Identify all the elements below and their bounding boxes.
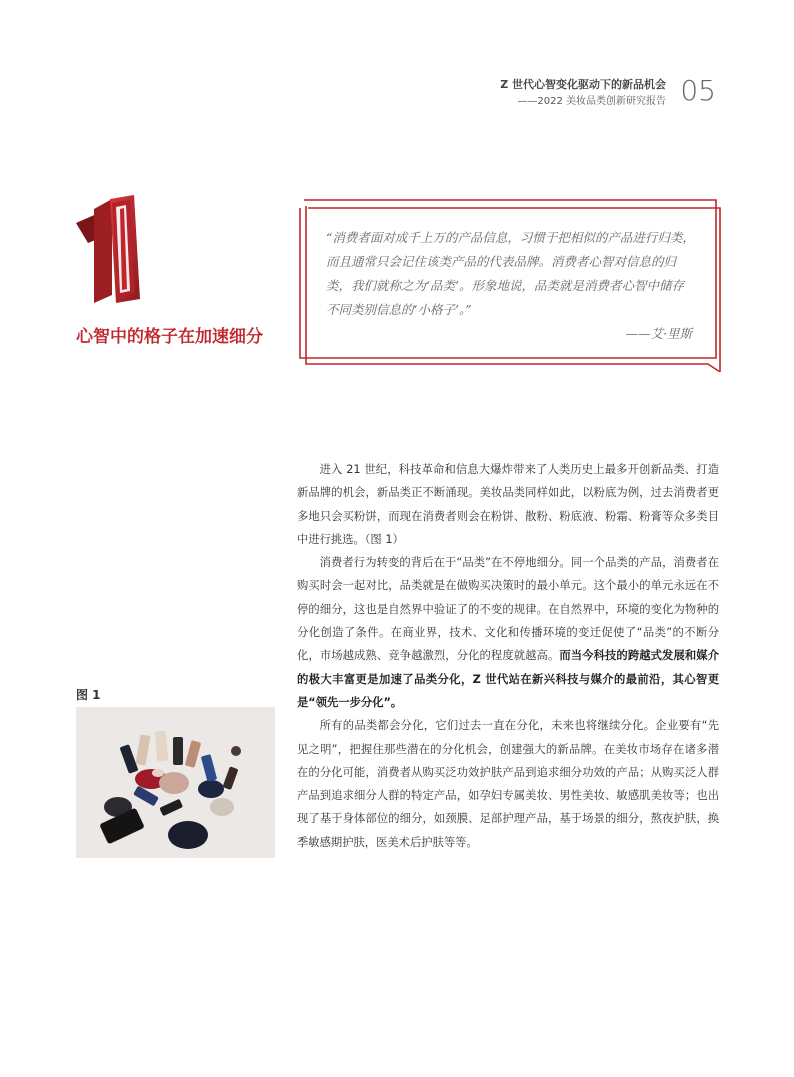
quote-author: ——艾·里斯 <box>625 326 692 341</box>
section-number-graphic <box>72 195 144 307</box>
quote-box <box>296 196 722 372</box>
paragraph-2 <box>297 551 719 714</box>
body-text <box>297 458 719 854</box>
cosmetics-photo-image <box>76 707 275 858</box>
cosmetics-photo <box>76 707 275 858</box>
report-title: Z 世代心智变化驱动下的新品机会 <box>500 78 666 91</box>
quote-text: “消费者面对成千上万的产品信息，习惯于把相似的产品进行归类，而且通常只会记住该类产品的代表品牌。消费者心智对信息的归类，我们就称之为‘品类’。形象地说，品类就是消费者心智中储存不同类别信息的‘小格子’。” <box>326 230 695 317</box>
section-title: 心智中的格子在加速细分 <box>76 327 263 347</box>
paragraph-2-text: 消费者行为转变的背后在于“品类”在不停地细分。同一个品类的产品，消费者在购买时会一起对比，品类就是在做购买决策时的最小单元。这个最小的单元永远在不停的细分，这也是自然界中验证了的不变的规律。在自然界中，环境的变化为物种的分化创造了条件。在商业界，技术、文化和传播环境的变迁促使了“品类”的不断分化，市场越成熟、竞争越激烈，分化的程度就越高。 <box>297 556 719 663</box>
paragraph-1: 进入 21 世纪，科技革命和信息大爆炸带来了人类历史上最多开创新品类、打造新品牌的机会，新品类正不断涌现。美妆品类同样如此，以粉底为例，过去消费者更多地只会买粉饼，而现在消费者则会在粉饼、散粉、粉底液、粉霜、粉膏等众多类目中进行挑选。（图 1） <box>297 463 719 546</box>
page-number: 05 <box>680 74 716 107</box>
paragraph-2-emphasis: 而当今科技的跨越式发展和媒介的极大丰富更是加速了品类分化，Z 世代站在新兴科技与媒介的最前沿，其心智更是“领先一步分化”。 <box>297 649 719 709</box>
report-subtitle: ——2022 美妆品类创新研究报告 <box>517 96 666 107</box>
page-header <box>396 76 716 108</box>
figure-label: 图 1 <box>76 688 101 702</box>
paragraph-3: 所有的品类都会分化，它们过去一直在分化，未来也将继续分化。企业要有“先见之明”，把握住那些潜在的分化机会，创建强大的新品牌。在美妆市场存在诸多潜在的分化可能，消费者从购买泛功效护肤产品到追求细分功效的产品；从购买泛人群产品到追求细分人群的特定产品，如孕妇专属美妆、男性美妆、敏感肌美妆等；也出现了基于身体部位的细分，如颈膜、足部护理产品，基于场景的细分，熬夜护肤，换季敏感期护肤，医美术后护肤等等。 <box>297 719 719 849</box>
section-number-1-icon <box>72 195 144 307</box>
